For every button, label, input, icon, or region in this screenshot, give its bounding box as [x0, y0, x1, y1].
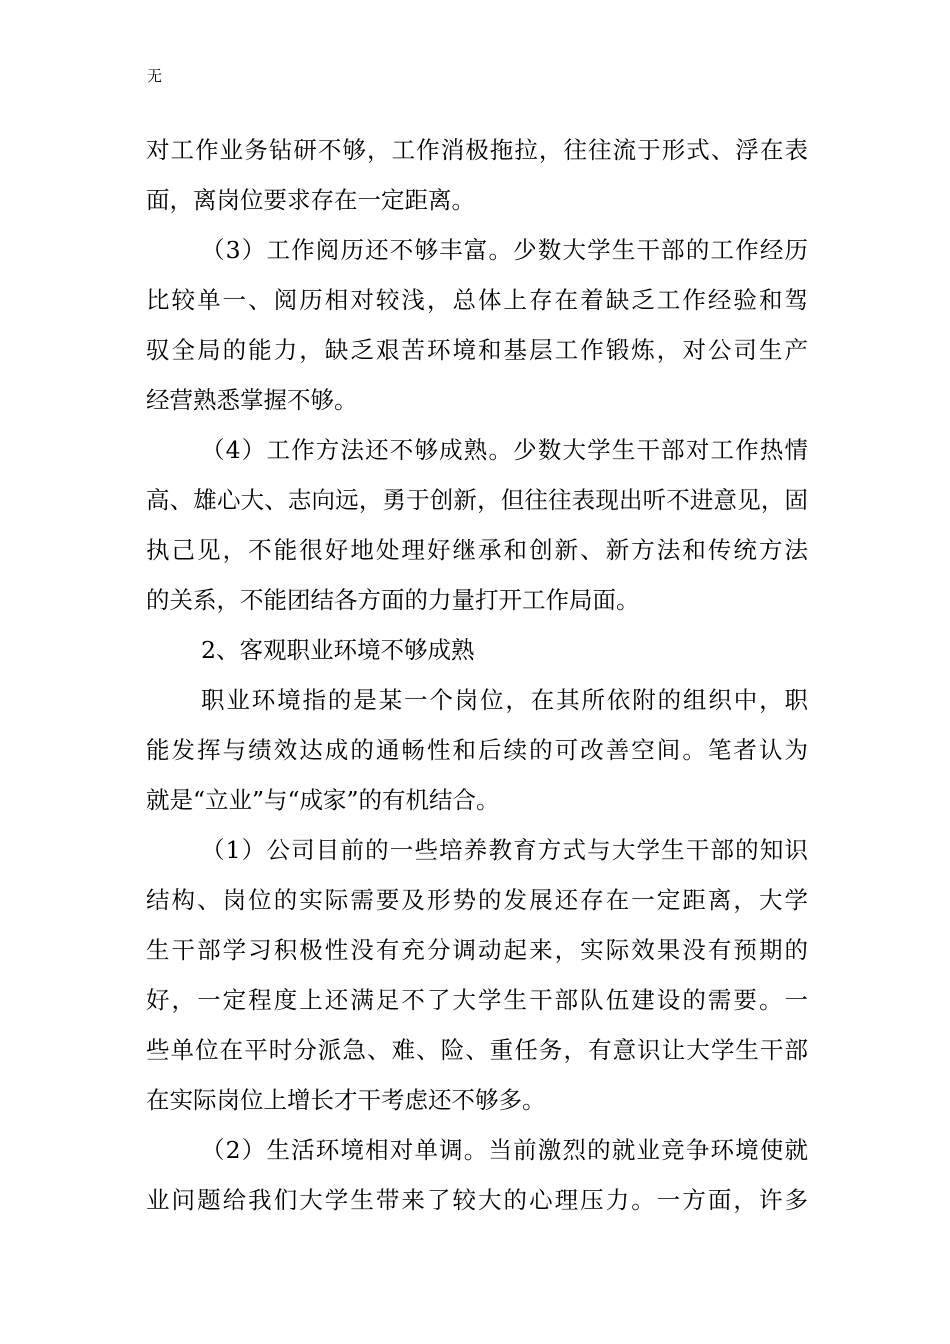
text-line: 面，离岗位要求存在一定距离。 — [146, 186, 475, 214]
text-line: 结构、岗位的实际需要及形势的发展还存在一定距离，大学 — [146, 886, 808, 914]
text-line: 好，一定程度上还满足不了大学生干部队伍建设的需要。一 — [146, 986, 808, 1014]
text-line: 对工作业务钻研不够，工作消极拖拉，往往流于形式、浮在表 — [146, 136, 808, 164]
text-line: 在实际岗位上增长才干考虑还不够多。 — [146, 1086, 546, 1114]
text-line: 经营熟悉掌握不够。 — [146, 386, 358, 414]
text-line: （1）公司目前的一些培养教育方式与大学生干部的知识 — [201, 836, 808, 864]
text-line: 执己见，不能很好地处理好继承和创新、新方法和传统方法 — [146, 536, 808, 564]
text-line: 比较单一、阅历相对较浅，总体上存在着缺乏工作经验和驾 — [146, 286, 808, 314]
text-line: 的关系，不能团结各方面的力量打开工作局面。 — [146, 586, 640, 614]
text-line: 生干部学习积极性没有充分调动起来，实际效果没有预期的 — [146, 936, 808, 964]
text-line: （4）工作方法还不够成熟。少数大学生干部对工作热情 — [201, 436, 808, 464]
page-header: 无 — [147, 67, 163, 85]
text-line: （2）生活环境相对单调。当前激烈的就业竞争环境使就 — [201, 1136, 808, 1164]
text-line: 能发挥与绩效达成的通畅性和后续的可改善空间。笔者认为 — [146, 736, 808, 764]
section-heading: 2、客观职业环境不够成熟 — [201, 636, 475, 664]
text-line: 就是“立业”与“成家”的有机结合。 — [146, 786, 500, 814]
text-line: 驭全局的能力，缺乏艰苦环境和基层工作锻炼，对公司生产 — [146, 336, 808, 364]
text-line: （3）工作阅历还不够丰富。少数大学生干部的工作经历 — [201, 236, 808, 264]
body-text — [146, 125, 808, 1225]
text-line: 高、雄心大、志向远，勇于创新，但往往表现出听不进意见，固 — [146, 486, 808, 514]
text-line: 业问题给我们大学生带来了较大的心理压力。一方面，许多 — [146, 1186, 808, 1214]
text-line: 职业环境指的是某一个岗位，在其所依附的组织中，职 — [201, 686, 808, 714]
text-line: 些单位在平时分派急、难、险、重任务，有意识让大学生干部 — [146, 1036, 808, 1064]
